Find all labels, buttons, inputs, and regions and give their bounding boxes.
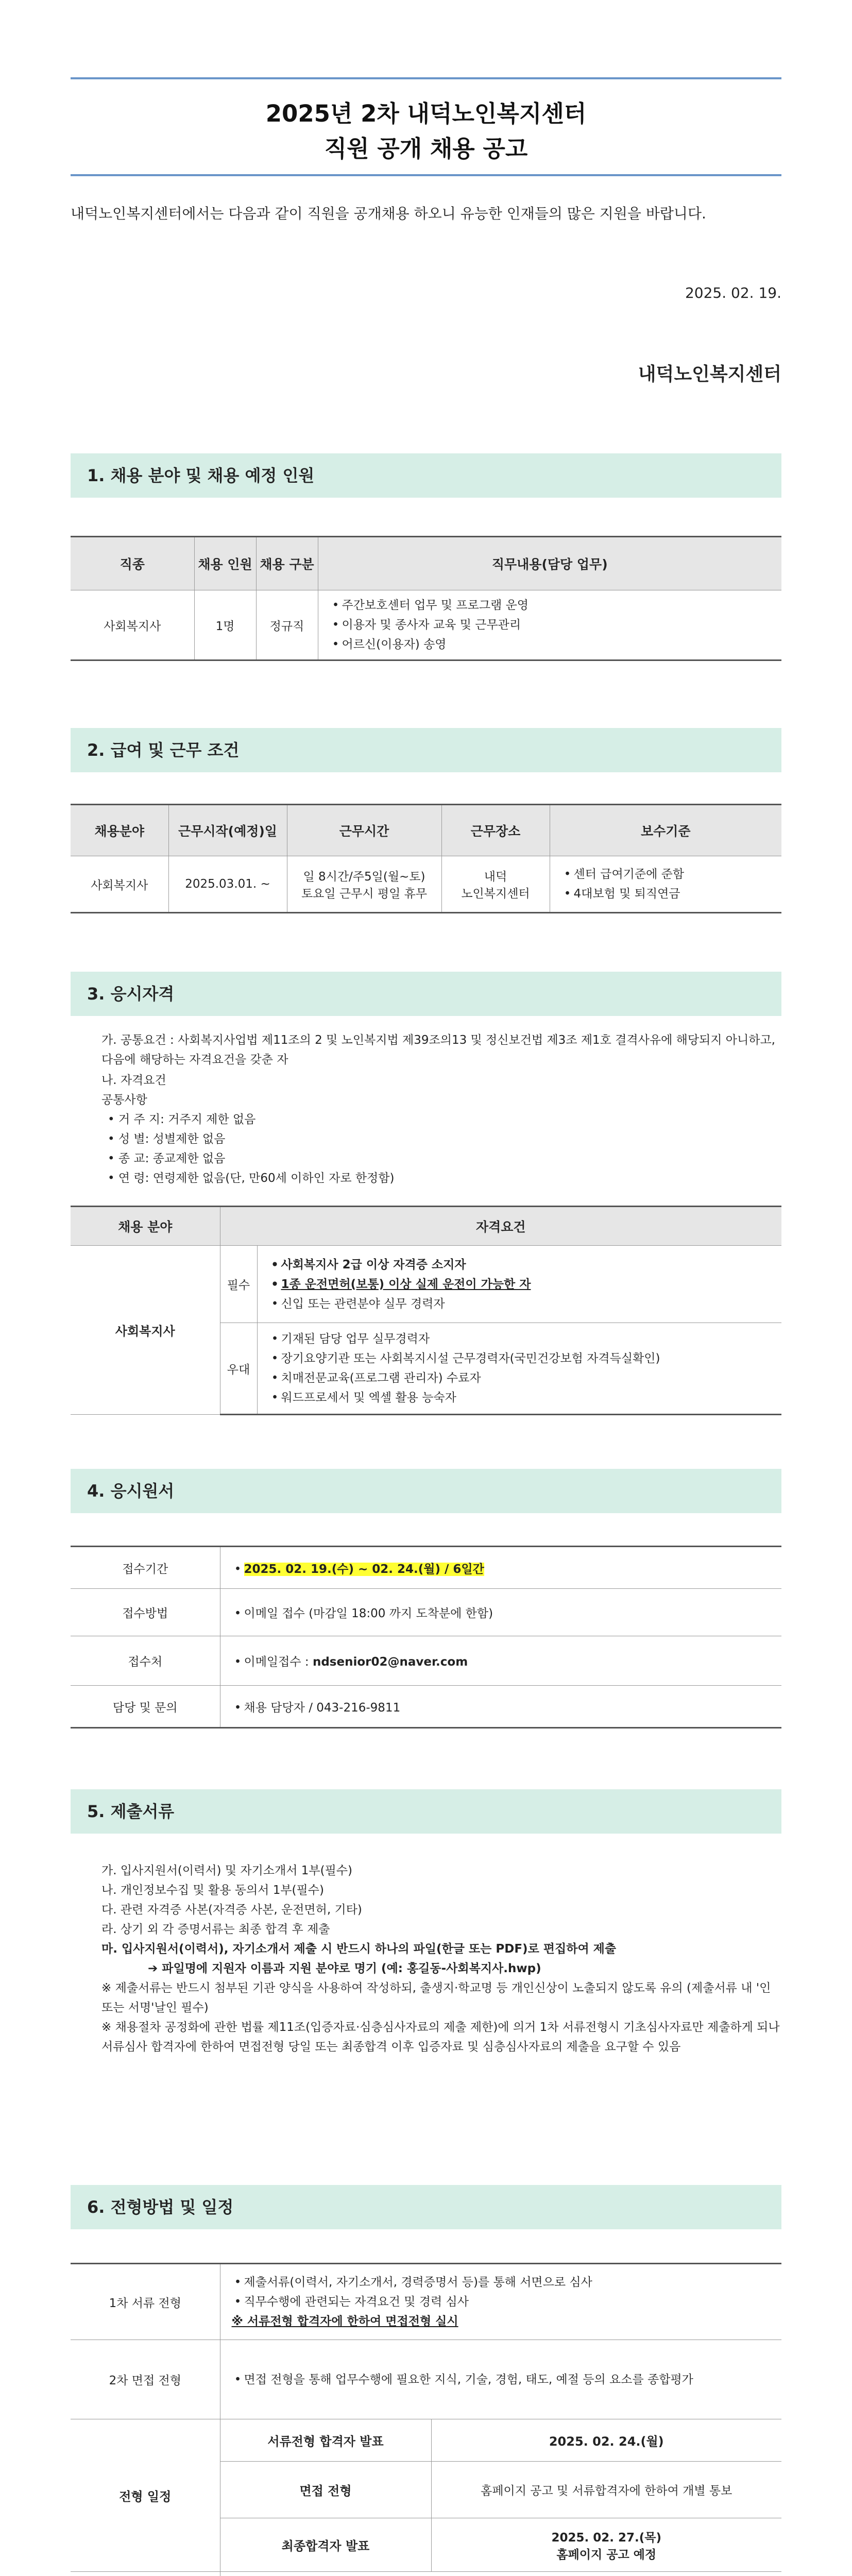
label-contact: 담당 및 문의 (71, 1686, 220, 1728)
intro-text: 내덕노인복지센터에서는 다음과 같이 직원을 공개채용 하오니 유능한 인재들의 많은 지원을 바랍니다. (71, 205, 706, 222)
etc-label (71, 2572, 220, 2576)
email-link[interactable]: ndsenior02@naver.com (312, 1655, 468, 1669)
col-header-pay: 보수기준 (550, 805, 781, 856)
section-4-table (71, 1546, 781, 1728)
schedule-item-value: 홈페이지 공고 및 서류합격자에 한하여 개별 통보 (431, 2462, 781, 2518)
title-bottom-rule (71, 174, 781, 176)
preferred-list (257, 1323, 781, 1415)
common-item: • 거 주 지: 거주지 제한 없음 (108, 1113, 256, 1126)
col-header-hours: 근무시간 (287, 805, 441, 856)
pay-item: • 센터 급여기준에 준함 (564, 868, 685, 881)
section-3-header: 3. 응시자격 (71, 972, 781, 1016)
stage-2-label: 2차 면접 전형 (71, 2340, 220, 2419)
label-method: 접수방법 (71, 1589, 220, 1636)
label-place: 접수처 (71, 1636, 220, 1686)
schedule-item-name: 면접 전형 (220, 2462, 431, 2518)
doc-note: ※ 제출서류는 반드시 첨부된 기관 양식을 사용하여 작성하되, 출생지·학교명 등 개인신상이 노출되지 않도록 유의 (제출서류 내 '인 또는 서명'날인 필수) (101, 1981, 771, 2014)
cell-duties (318, 590, 781, 660)
doc-item: 가. 입사지원서(이력서) 및 자기소개서 1부(필수) (101, 1864, 353, 1877)
section-1-table (71, 536, 781, 661)
stage-1-item: • 직무수행에 관련되는 자격요건 및 경력 심사 (234, 2295, 469, 2309)
duty-item: • 주간보호센터 업무 및 프로그램 운영 (332, 599, 529, 612)
doc-item-file: 마. 입사지원서(이력서), 자기소개서 제출 시 반드시 하나의 파일(한글 또는 PDF)로 편집하여 제출 (101, 1942, 617, 1956)
cell-field: 사회복지사 (71, 856, 168, 913)
schedule-item-name: 최종합격자 발표 (220, 2518, 431, 2572)
cell-job: 사회복지사 (71, 590, 194, 660)
common-item: • 성 별: 성별제한 없음 (108, 1132, 226, 1146)
value-period: • 2025. 02. 19.(수) ~ 02. 24.(월) / 6일간 (220, 1547, 781, 1589)
section-3-text (71, 1030, 781, 1188)
required-list (257, 1246, 781, 1323)
section-4-header: 4. 응시원서 (71, 1469, 781, 1513)
label-period: 접수기간 (71, 1547, 220, 1589)
section-6-header: 6. 전형방법 및 일정 (71, 2185, 781, 2229)
col-header-type: 채용 구분 (256, 537, 318, 590)
hours-line: 일 8시간/주5일(월~토) (303, 870, 425, 884)
value-contact: • 채용 담당자 / 043-216-9811 (220, 1686, 781, 1728)
organization-name: 내덕노인복지센터 (638, 364, 781, 385)
hours-line: 토요일 근무시 평일 휴무 (301, 887, 428, 901)
file-name-rule: ➔ 파일명에 지원자 이름과 지원 분야로 명기 (예: 홍길동-사회복지사.hwp) (148, 1962, 541, 1975)
common-item: • 연 령: 연령제한 없음(단, 만60세 이하인 자로 한정함) (108, 1172, 395, 1185)
cell-field: 사회복지사 (71, 1246, 220, 1415)
col-header-place: 근무장소 (441, 805, 550, 856)
common-item: • 종 교: 종교제한 없음 (108, 1152, 226, 1165)
duty-item: • 어르신(이용자) 송영 (332, 638, 447, 651)
section-1-header: 1. 채용 분야 및 채용 예정 인원 (71, 453, 781, 498)
place-line: 노인복지센터 (461, 887, 530, 901)
cell-place (441, 856, 550, 913)
col-header-job: 직종 (71, 537, 194, 590)
duty-item: • 이용자 및 종사자 교육 및 근무관리 (332, 618, 521, 632)
place-line: 내덕 (484, 870, 507, 884)
value-place: • 이메일접수 : ndsenior02@naver.com (220, 1636, 781, 1686)
section-3-table (71, 1206, 781, 1415)
required-item: • 1종 운전면허(보통) 이상 실제 운전이 가능한 자 (271, 1277, 531, 1291)
pay-item: • 4대보험 및 퇴직연금 (564, 887, 680, 901)
doc-note: ※ 채용절차 공정화에 관한 법률 제11조(입증자료·심층심사자료의 제출 제한)에 의거 1차 서류전형시 기초심사자료만 제출하게 되나 서류심사 합격자에 한하여 면접전형 당일 또는 최종합격 이후 입증자료 및 심층심사자료의 제출을 요구할 수 있음 (101, 2021, 780, 2054)
required-item: • 사회복지사 2급 이상 자격증 소지자 (271, 1258, 466, 1272)
col-header-field: 채용분야 (71, 805, 168, 856)
stage-2-content (220, 2340, 781, 2419)
section-6-table (71, 2263, 781, 2576)
col-header-duties: 직무내용(담당 업무) (318, 537, 781, 590)
schedule-item-value: 2025. 02. 27.(목) 홈페이지 공고 예정 (431, 2518, 781, 2572)
stage-1-item: • 제출서류(이력서, 자기소개서, 경력증명서 등)를 통해 서면으로 심사 (234, 2276, 592, 2289)
cell-pay (550, 856, 781, 913)
preferred-item: • 워드프로세서 및 엑셀 활용 능숙자 (271, 1391, 456, 1404)
common-items-label: 공통사항 (101, 1093, 147, 1107)
stage-1-content (220, 2264, 781, 2340)
preferred-item: • 기재된 담당 업무 실무경력자 (271, 1332, 430, 1346)
required-label: 필수 (220, 1246, 257, 1323)
col-header-count: 채용 인원 (194, 537, 256, 590)
col-header-field: 채용 분야 (71, 1207, 220, 1246)
stage-1-label: 1차 서류 전형 (71, 2264, 220, 2340)
preferred-label: 우대 (220, 1323, 257, 1415)
section-2-header: 2. 급여 및 근무 조건 (71, 728, 781, 772)
doc-item: 라. 상기 외 각 증명서류는 최종 합격 후 제출 (101, 1923, 330, 1936)
etc-content (220, 2572, 781, 2576)
col-header-qualifications: 자격요건 (220, 1207, 781, 1246)
schedule-label: 전형 일정 (71, 2419, 220, 2572)
notice-date: 2025. 02. 19. (685, 284, 781, 301)
preferred-item: • 치매전문교육(프로그램 관리자) 수료자 (271, 1371, 481, 1385)
section-5-header: 5. 제출서류 (71, 1789, 781, 1834)
stage-2-item: • 면접 전형을 통해 업무수행에 필요한 지식, 기술, 경험, 태도, 예절 등의 요소를 종합평가 (234, 2372, 693, 2386)
schedule-item-value: 2025. 02. 24.(월) (431, 2419, 781, 2462)
page-title-line2: 직원 공개 채용 공고 (324, 135, 528, 162)
preferred-item: • 장기요양기관 또는 사회복지시설 근무경력자(국민건강보험 자격득실확인) (271, 1352, 660, 1365)
page-title-line1: 2025년 2차 내덕노인복지센터 (265, 100, 587, 127)
col-header-start: 근무시작(예정)일 (168, 805, 287, 856)
required-item: • 신입 또는 관련분야 실무 경력자 (271, 1297, 445, 1311)
requirement-common: 가. 공통요건 : 사회복지사업법 제11조의 2 및 노인복지법 제39조의13 및 정신보건법 제3조 제1호 결격사유에 해당되지 아니하고, 다음에 해당하는 자격요건을 갖춘 자 (101, 1033, 775, 1066)
stage-1-note: ※ 서류전형 합격자에 한하여 면접전형 실시 (231, 2315, 458, 2328)
doc-item: 나. 개인정보수집 및 활용 동의서 1부(필수) (101, 1884, 324, 1897)
cell-type: 정규직 (256, 590, 318, 660)
cell-count: 1명 (194, 590, 256, 660)
value-method: • 이메일 접수 (마감일 18:00 까지 도착분에 한함) (220, 1589, 781, 1636)
cell-hours (287, 856, 441, 913)
section-5-text (71, 1861, 781, 2057)
top-rule (71, 77, 781, 79)
requirement-qualification: 나. 자격요건 (101, 1074, 166, 1087)
section-2-table (71, 804, 781, 913)
doc-item: 다. 관련 자격증 사본(자격증 사본, 운전면허, 기타) (101, 1903, 362, 1917)
cell-start: 2025.03.01. ~ (168, 856, 287, 913)
schedule-item-name: 서류전형 합격자 발표 (220, 2419, 431, 2462)
